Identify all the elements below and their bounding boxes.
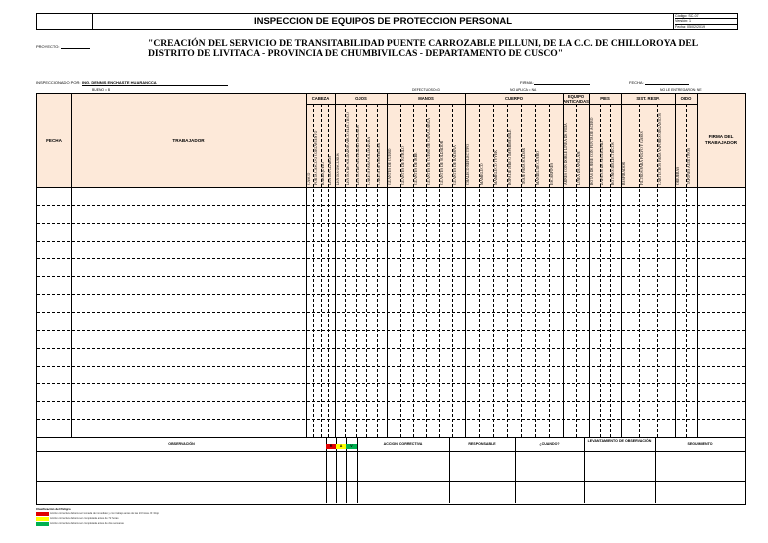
bottom-seguimiento: SEGUIMIENTO <box>687 442 713 446</box>
table-row-divider <box>37 294 745 295</box>
project-title: "CREACIÓN DEL SERVICIO DE TRANSITABILIDAD PUENTE CARROZABLE PILLUNI, DE LA C.C. DE CHILLOROYA DEL DISTRITO DE LIVITACA - PROVINCIA DE CHUMBIVILCAS - DEPARTAMENTO DE CUSCO" <box>148 38 698 59</box>
legend-red-swatch <box>36 512 49 516</box>
item-header-manos-0: GUANTES DE CUERO <box>387 148 392 185</box>
item-header-oido-0: OREJERAS <box>675 166 680 185</box>
item-header-ojos-2: LENTES DE SEGURIDAD OSCUROS <box>356 125 361 185</box>
item-header-oido-1: TAPONES AUDITIVOS <box>686 147 691 185</box>
bottom-col-divider <box>584 438 585 503</box>
grade-r: R <box>326 444 336 449</box>
table-row-divider <box>37 276 745 277</box>
col-fecha-header: FECHA <box>46 138 62 143</box>
item-header-resp-2: CARTUCHOS PARA VAPORES ORGANICOS <box>657 113 662 185</box>
legend-title: Clasificación del Peligro <box>36 507 71 511</box>
item-header-ojos-3: CARETA PARA SOLDADURA <box>366 136 371 185</box>
item-header-manos-2: GUANTES DE JEBE <box>413 152 418 185</box>
table-row-divider <box>37 366 745 367</box>
legend-green-text: Acción correctiva deberá ser completada antes de dos semanas <box>50 522 124 525</box>
item-header-cabeza-2: BARBIQUEJO <box>321 162 325 185</box>
group-header-cuerpo: CUERPO <box>505 96 523 101</box>
item-header-resp-0: RESPIRADOR <box>621 162 626 185</box>
item-header-cuerpo-1: MAMELUCO <box>479 163 484 185</box>
item-header-pies-0: BOTAS DE JEBE CON PUNTA DE ACERO <box>589 117 594 185</box>
grade-a: A <box>336 444 346 449</box>
bottom-accion: ACCION CORRECTIVA <box>383 442 423 446</box>
codigo: Código: SC-07 <box>675 14 737 19</box>
bottom-col-divider <box>357 438 358 503</box>
table-row-divider <box>37 348 745 349</box>
version: Versión: 1 <box>675 19 737 24</box>
document-meta <box>673 14 737 29</box>
group-header-oido: OIDO <box>680 96 692 101</box>
project-line <box>61 48 90 49</box>
item-header-cuerpo-6: ESCARPINES <box>549 162 554 185</box>
logo-cell <box>37 14 93 29</box>
table-row-divider <box>37 258 745 259</box>
item-header-anticaidas-0: ARNÉS CON DOBLE LÍNEA DE VIDA <box>563 123 568 185</box>
item-header-anticaidas-1: LÍNEA DE ANCLAJE <box>576 151 581 185</box>
group-header-cabeza: CABEZA <box>311 96 330 101</box>
bottom-row-line <box>37 481 745 482</box>
bottom-observacion: OBSERVACIÓN <box>168 442 195 446</box>
project-label: PROYECTO: <box>36 44 60 49</box>
item-header-cuerpo-2: MAMELUCO TYVEK <box>493 150 498 185</box>
legend-bueno: BUENO = B <box>92 88 111 92</box>
item-header-resp-1: FILTROS PARA POLVO Y GASES <box>639 131 644 185</box>
item-header-manos-4: GUANTES DE SOLDADOR <box>439 140 444 185</box>
col-trabajador-header: TRABAJADOR <box>172 138 205 143</box>
document-header <box>36 13 738 30</box>
table-row-divider <box>37 419 745 420</box>
table-row-divider <box>37 205 745 206</box>
observations-table <box>36 438 746 505</box>
fecha-doc: Fecha: 05/02/2019 <box>675 24 705 29</box>
legend-yellow-text: Acción correctiva deberá ser completada antes de 72 horas <box>50 517 119 520</box>
group-header-ojos: OJOS <box>355 96 367 101</box>
group-header-resp: SIST. RESP. <box>636 96 660 101</box>
table-col-divider <box>71 94 72 437</box>
firma-line <box>534 84 590 85</box>
bottom-col-divider <box>655 438 656 503</box>
grade-v: V <box>346 444 357 449</box>
item-header-ojos-4: CARETA DE ESMERILAR <box>377 143 382 185</box>
bottom-col-divider <box>449 438 450 503</box>
item-header-cabeza-3: LENTES CLAROS <box>328 155 333 185</box>
table-row-divider <box>37 383 745 384</box>
firma-label: FIRMA: <box>520 80 534 85</box>
legend-green-swatch <box>36 522 49 526</box>
table-row-divider <box>37 223 745 224</box>
group-header-anticaidas: EQUIPO ANTICAIDAS <box>563 94 589 104</box>
legend-yellow-swatch <box>36 517 49 521</box>
item-header-manos-3: GUANTES DE CUERO DE CAÑA LARGA <box>426 117 431 185</box>
item-header-ojos-1: LENTES DE SOLDADOR ARCO ELECTRICO <box>345 112 350 185</box>
table-row-divider <box>37 401 745 402</box>
table-row-divider <box>37 330 745 331</box>
item-header-cuerpo-3: ROPA DE JEBE O IMPERMEABLE <box>507 129 512 185</box>
bottom-cuando: ¿CUANDO? <box>539 442 560 446</box>
legend-no-entregado: NO LE ENTREGARON: NE <box>660 88 702 92</box>
group-header-pies: PIES <box>600 96 610 101</box>
inspected-by-label: INSPECCIONADO POR: <box>36 80 81 85</box>
group-header-manos: MANOS <box>418 96 434 101</box>
item-header-cuerpo-0: CHALECO REFLECTIVO <box>465 144 470 185</box>
fecha-label: FECHA: <box>629 80 644 85</box>
legend-no-aplica: NO APLICA = NA <box>510 88 537 92</box>
fecha-line <box>645 84 689 85</box>
item-header-ojos-0: LENTES OSCUROS <box>335 153 340 185</box>
bottom-responsable: RESPONSABLE <box>468 442 496 446</box>
item-header-pies-1: ZAPATOS DE SEGURIDAD <box>600 141 605 185</box>
table-row-divider <box>37 241 745 242</box>
legend-red-text: Acción correctiva deberá ser tomada de inmediato y con trabajo antes de las 24 horas. R: Rojo <box>50 512 159 515</box>
item-header-cuerpo-5: MANDIL DE CUERO <box>535 151 540 185</box>
item-header-manos-5: GUANTES DE BADANA <box>452 145 457 185</box>
item-header-manos-1: GUANTES DE NITRILO <box>400 146 405 185</box>
bottom-header-line <box>37 451 745 452</box>
inspection-table <box>36 93 746 438</box>
inspected-by-name: ING. DENNIS ENCHASTE HUARANCCA <box>82 80 228 86</box>
legend-defectuoso: DEFECTUOSO=D <box>412 88 440 92</box>
item-header-cabeza-1: PORTA CASCO O CORTAVIENTO <box>313 130 318 185</box>
item-header-pies-2: BOTINES DIELECTRICOS <box>610 142 615 185</box>
item-header-cabeza-0: CASCO <box>306 172 311 185</box>
document-title: INSPECCION DE EQUIPOS DE PROTECCION PERSONAL <box>253 16 513 27</box>
col-firma-header: FIRMA DEL TRABAJADOR <box>704 134 738 145</box>
bottom-col-divider <box>515 438 516 503</box>
bottom-levantamiento: LEVANTAMIENTO DE OBSERVACIÓN <box>587 439 652 443</box>
table-row-divider <box>37 312 745 313</box>
item-header-cuerpo-4: TRAJE PARA SOLDAR <box>521 148 526 185</box>
